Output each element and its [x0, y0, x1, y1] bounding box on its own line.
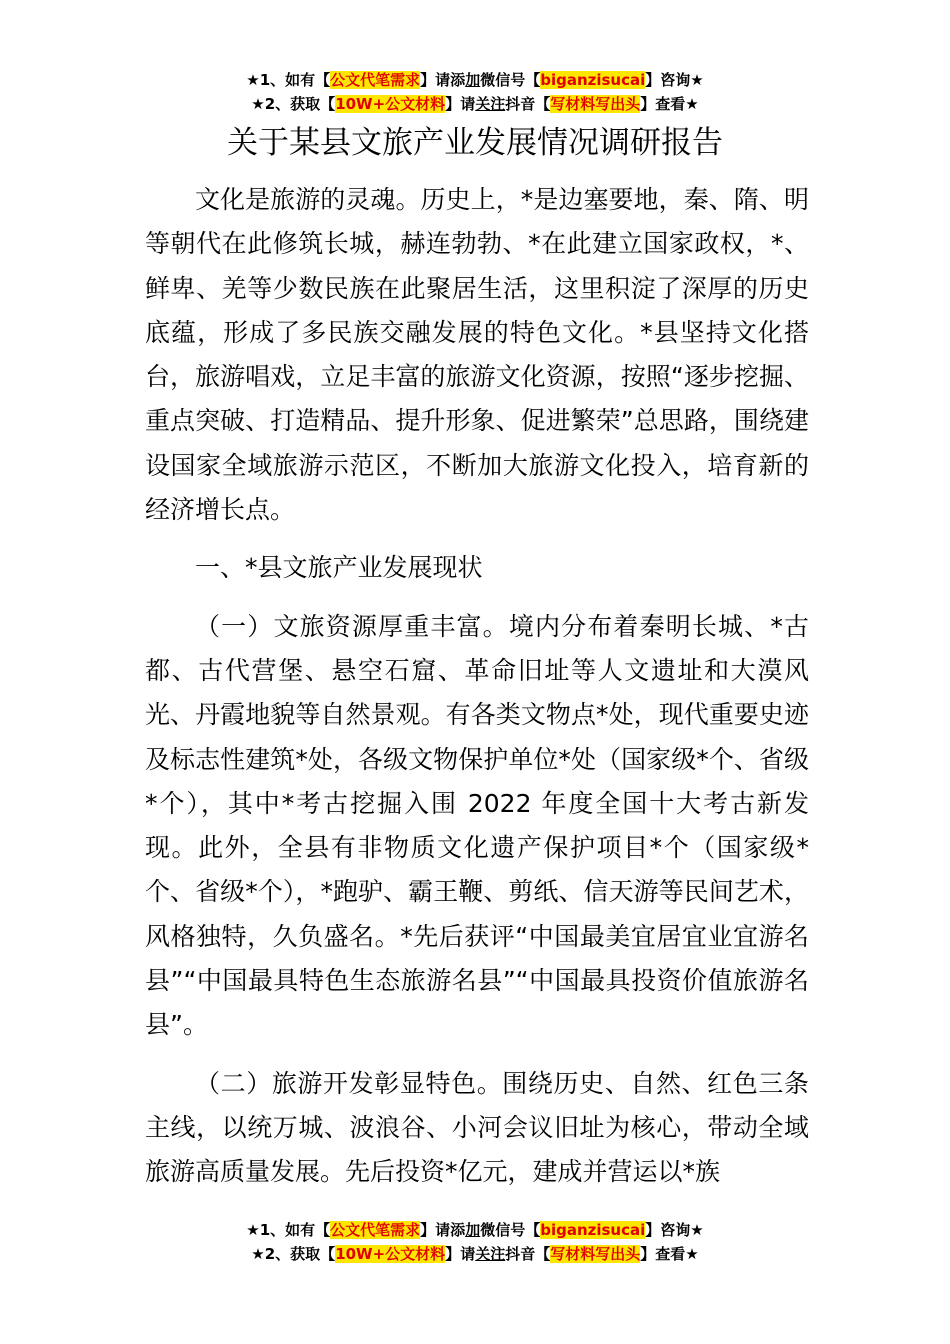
promo-underlined-text: 加: [465, 71, 481, 89]
document-body: [145, 178, 809, 1195]
promo-text: 微信号【: [480, 71, 541, 89]
document-title: 关于某县文旅产业发展情况调研报告: [227, 125, 723, 161]
promo-highlight-wechat-id: biganzisucai: [540, 1221, 646, 1239]
promo-highlight-service: 公文代笔需求: [330, 1221, 421, 1239]
promo-highlight-douyin-account: 写材料写出头: [550, 1245, 641, 1263]
promo-text: 抖音【: [505, 95, 551, 113]
promo-highlight-service: 公文代笔需求: [330, 71, 421, 89]
promo-text: 】查看★: [640, 1245, 699, 1263]
promo-text: ★2、获取【: [251, 95, 336, 113]
header-promo-banner: [0, 68, 950, 116]
promo-text: 】请添: [420, 1221, 466, 1239]
promo-text: 】咨询★: [645, 1221, 704, 1239]
promo-underlined-text: 关注: [475, 1245, 506, 1263]
section-heading: 一、*县文旅产业发展现状: [195, 553, 483, 583]
promo-line-2: [0, 1242, 950, 1266]
body-paragraph: （一）文旅资源厚重丰富。境内分布着秦明长城、*古都、古代营堡、悬空石窟、革命旧址等人文遗址和大漠风光、丹霞地貌等自然景观。有各类文物点*处，现代重要史迹及标志性建筑*处，各级文物保护单位*处（国家级*个、省级*个），其中*考古挖掘入围 2022 年度全国十大考古新发现。此外，全县有非物质文化遗产保护项目*个（国家级*个、省级*个），*跑驴、霸王鞭、剪纸、信天游等民间艺术，风格独特，久负盛名。*先后获评“中国最美宜居宜业宜游名县”“中国最具特色生态旅游名县”“中国最具投资价值旅游名县”。: [145, 611, 809, 1040]
promo-line-2: [0, 92, 950, 116]
promo-highlight-douyin-account: 写材料写出头: [550, 95, 641, 113]
promo-text: ★2、获取【: [251, 1245, 336, 1263]
promo-text: 】查看★: [640, 95, 699, 113]
promo-underlined-text: 关注: [475, 95, 506, 113]
promo-text: 】请: [445, 95, 476, 113]
promo-highlight-materials: 10W+公文材料: [335, 1245, 446, 1263]
intro-paragraph: 文化是旅游的灵魂。历史上，*是边塞要地，秦、隋、明等朝代在此修筑长城，赫连勃勃、*在此建立国家政权，*、鲜卑、羌等少数民族在此聚居生活，这里积淀了深厚的历史底蕴，形成了多民族交融发展的特色文化。*县坚持文化搭台，旅游唱戏，立足丰富的旅游文化资源，按照“逐步挖掘、重点突破、打造精品、提升形象、促进繁荣”总思路，围绕建设国家全域旅游示范区，不断加大旅游文化投入，培育新的经济增长点。: [145, 185, 809, 525]
promo-text: ★1、如有【: [246, 71, 331, 89]
promo-text: 抖音【: [505, 1245, 551, 1263]
promo-text: 微信号【: [480, 1221, 541, 1239]
body-paragraph: （二）旅游开发彰显特色。围绕历史、自然、红色三条主线，以统万城、波浪谷、小河会议旧址为核心，带动全域旅游高质量发展。先后投资*亿元，建成并营运以*族: [145, 1068, 809, 1187]
promo-text: 】咨询★: [645, 71, 704, 89]
promo-text: 】请: [445, 1245, 476, 1263]
footer-promo-banner: [0, 1218, 950, 1266]
promo-line-1: [0, 1218, 950, 1242]
promo-highlight-materials: 10W+公文材料: [335, 95, 446, 113]
promo-text: 】请添: [420, 71, 466, 89]
promo-line-1: [0, 68, 950, 92]
promo-text: ★1、如有【: [246, 1221, 331, 1239]
promo-highlight-wechat-id: biganzisucai: [540, 71, 646, 89]
promo-underlined-text: 加: [465, 1221, 481, 1239]
